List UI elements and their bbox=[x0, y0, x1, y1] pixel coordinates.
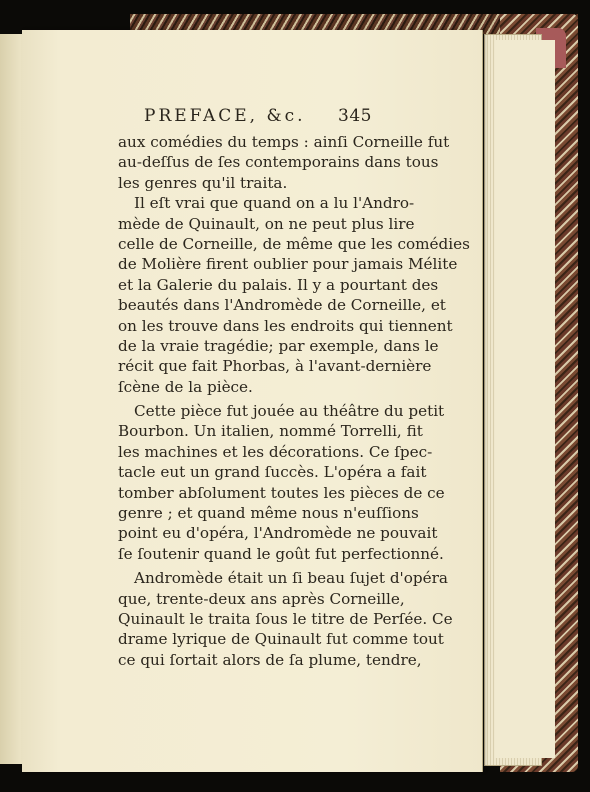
page-header bbox=[140, 106, 372, 128]
text-line: les genres qu'il traita. bbox=[118, 173, 288, 192]
text-line: drame lyrique de Quinault fut comme tout bbox=[118, 630, 444, 649]
text-line: de la vraie tragédie; par exemple, dans le bbox=[118, 336, 439, 355]
text-line: Andromède était un ſi beau ſujet d'opéra bbox=[134, 569, 448, 588]
text-line: aux comédies du temps : ainſi Corneille fut bbox=[118, 133, 450, 151]
text-line: Il eſt vrai que quand on a lu l'Andro- bbox=[134, 194, 415, 213]
text-line: mède de Quinault, on ne peut plus lire bbox=[118, 214, 415, 233]
text-line: que, trente-deux ans après Corneille, bbox=[118, 589, 405, 608]
page-number: 345 bbox=[338, 106, 372, 126]
text-line: et la Galerie du palais. Il y a pourtant des bbox=[118, 275, 439, 294]
facing-page-edge bbox=[0, 34, 23, 764]
text-line: genre ; et quand même nous n'euſſions bbox=[118, 504, 419, 523]
running-head: PREFACE, &c. bbox=[144, 106, 306, 126]
text-line: ſcène de la pièce. bbox=[118, 377, 253, 396]
text-line: on les trouve dans les endroits qui tiennent bbox=[118, 316, 453, 335]
text-line: tomber abſolument toutes les pièces de ce bbox=[118, 483, 445, 502]
text-line: de Molière firent oublier pour jamais Mélite bbox=[118, 255, 458, 274]
text-line: beautés dans l'Andromède de Corneille, et bbox=[118, 296, 446, 315]
text-line: ſe ſoutenir quand le goût fut perfectionné. bbox=[118, 544, 444, 563]
next-page-edge bbox=[495, 40, 555, 758]
text-line: Quinault le traita ſous le titre de Perſée. Ce bbox=[118, 609, 453, 628]
text-line: Bourbon. Un italien, nommé Torrelli, fit bbox=[118, 422, 423, 441]
text-line: point eu d'opéra, l'Andromède ne pouvait bbox=[118, 524, 438, 543]
text-line: celle de Corneille, de même que les comédies bbox=[118, 234, 470, 253]
text-line: les machines et les décorations. Ce ſpec- bbox=[118, 442, 433, 461]
text-line: récit que fait Phorbas, à l'avant-dernière bbox=[118, 357, 432, 376]
text-line: ce qui ſortait alors de ſa plume, tendre, bbox=[118, 650, 422, 669]
text-line: au-deſſus de ſes contemporains dans tous bbox=[118, 153, 439, 172]
text-line: tacle eut un grand ſuccès. L'opéra a fait bbox=[118, 463, 427, 482]
page-text bbox=[118, 132, 470, 670]
text-line: Cette pièce fut jouée au théâtre du petit bbox=[134, 402, 445, 421]
